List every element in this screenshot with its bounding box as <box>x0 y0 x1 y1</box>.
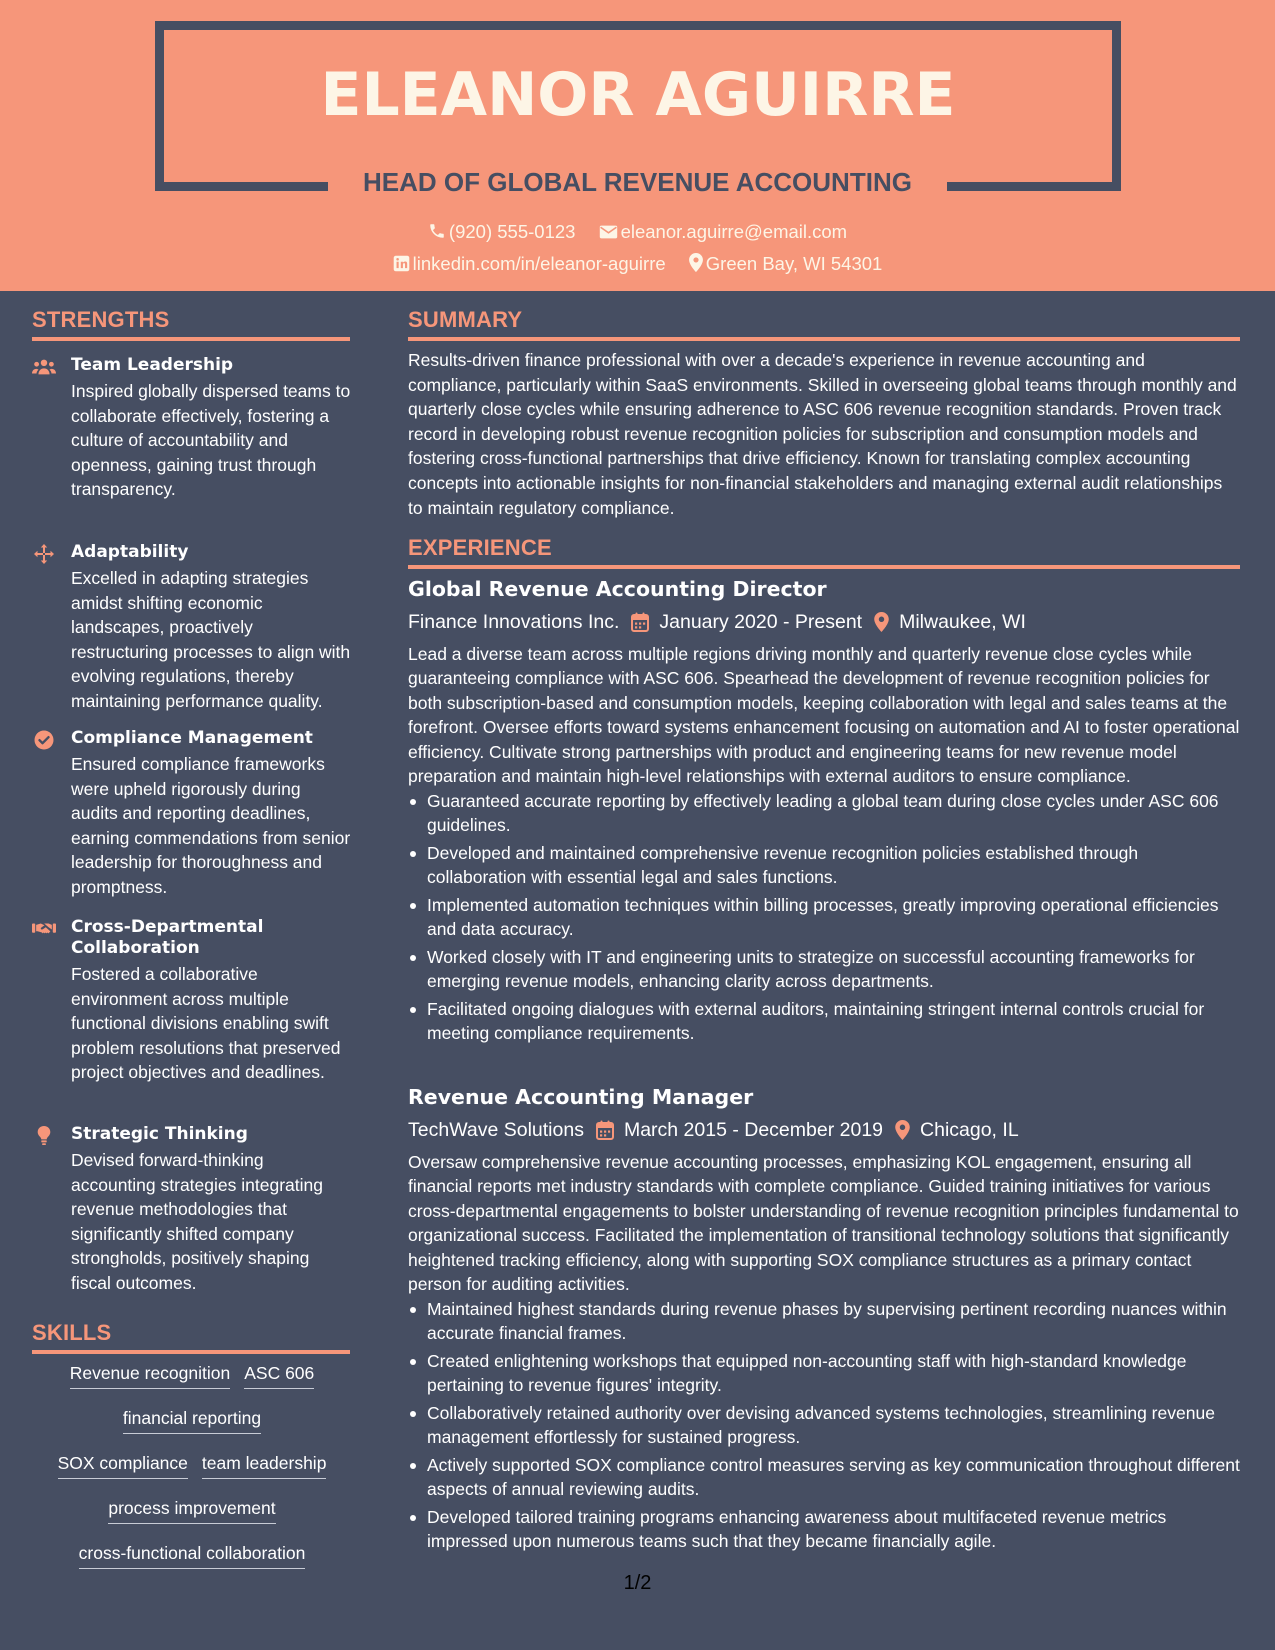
strength-title: Compliance Management <box>71 728 313 748</box>
job-description: Oversaw comprehensive revenue accounting processes, emphasizing KOL engagement, ensuring all financial reports met industry standards with complete compliance. Guided training initiatives for various cross-departmental engagements to bolster understanding of revenue recognition principles fundamental to organizational success. Facilitated the implementation of transitional technology solutions that significantly heightened tracking efficiency, along with supporting SOX compliance structures as a primary contact person for auditing activities. <box>408 1151 1239 1295</box>
page-number: 1/2 <box>623 1572 652 1594</box>
skill-tag: Revenue recognition <box>70 1360 231 1389</box>
strength-item <box>32 728 352 898</box>
job-dates: January 2020 - Present <box>659 610 863 633</box>
strength-description: Ensured compliance frameworks were upheld rigorously during audits and reporting deadlines, earning commendations from senior leadership for thoroughness and promptness. <box>71 754 351 897</box>
contact-row-2 <box>0 253 1275 275</box>
job-description: Lead a diverse team across multiple regions driving monthly and quarterly revenue close cycles while guaranteeing compliance with ASC 606. Spearhead the development of revenue recognition policies for both subscription-based and consumption models, keeping collaboration with legal and sales teams at the forefront. Oversee efforts toward systems enhancement focusing on automation and AI to foster operational efficiency. Cultivate strong partnerships with product and engineering teams for new revenue model preparation and maintain high-level relationships with external auditors to ensure compliance. <box>408 643 1240 787</box>
strengths-rule <box>32 337 350 341</box>
job-entry <box>408 1084 1240 1557</box>
job-bullet: Actively supported SOX compliance control measures serving as key communication throughout different aspects of annual reviewing audits. <box>408 1453 1240 1502</box>
skills-heading: SKILLS <box>32 1320 112 1345</box>
skill-tag: process improvement <box>108 1495 275 1524</box>
candidate-name: ELEANOR AGUIRRE <box>320 60 956 130</box>
job-meta <box>408 608 1240 635</box>
job-bullet: Developed tailored training programs enhancing awareness about multifaceted revenue metrics impressed upon numerous teams such that they became financially agile. <box>408 1505 1240 1554</box>
strength-description: Excelled in adapting strategies amidst shifting economic landscapes, proactively restructuring processes to align with evolving regulations, thereby maintaining performance quality. <box>71 568 351 711</box>
job-meta <box>408 1116 1240 1143</box>
strength-description: Inspired globally dispersed teams to collaborate effectively, fostering a culture of accountability and openness, gaining trust through transparency. <box>71 381 351 499</box>
skill-tag: cross-functional collaboration <box>79 1540 306 1569</box>
skill-tag: ASC 606 <box>244 1360 314 1389</box>
job-company: TechWave Solutions <box>408 1118 584 1141</box>
job-role: Global Revenue Accounting Director <box>408 577 827 601</box>
arrows-move-icon <box>32 544 56 564</box>
location-text: Green Bay, WI 54301 <box>705 253 883 274</box>
job-bullets <box>408 1297 1240 1554</box>
summary-heading: SUMMARY <box>408 307 523 332</box>
job-bullet: Implemented automation techniques within billing processes, greatly improving operational efficiencies and data accuracy. <box>408 893 1240 942</box>
experience-heading: EXPERIENCE <box>408 535 552 560</box>
lightbulb-icon <box>32 1126 56 1146</box>
skill-tag: team leadership <box>202 1450 327 1479</box>
skill-tag: SOX compliance <box>58 1450 188 1479</box>
phone-icon <box>428 222 446 240</box>
skills-row <box>32 1495 352 1540</box>
skills-row <box>32 1360 352 1405</box>
strength-title: Team Leadership <box>71 355 234 375</box>
job-location: Milwaukee, WI <box>899 610 1026 633</box>
phone-contact[interactable] <box>428 221 576 243</box>
phone-text: (920) 555-0123 <box>448 221 576 242</box>
job-bullet: Worked closely with IT and engineering units to strategize on successful accounting frameworks for emerging revenue models, enhancing clarity across departments. <box>408 945 1240 994</box>
job-bullet: Developed and maintained comprehensive revenue recognition policies established through collaboration with essential legal and sales functions. <box>408 841 1240 890</box>
job-bullets <box>408 789 1240 1046</box>
job-location: Chicago, IL <box>920 1118 1019 1141</box>
strength-title: Cross-Departmental Collaboration <box>71 917 264 958</box>
summary-rule <box>408 337 1240 341</box>
skills-row <box>32 1450 352 1495</box>
skills-list <box>32 1360 352 1585</box>
skills-row <box>32 1405 352 1450</box>
job-bullet: Maintained highest standards during revenue phases by supervising pertinent recording nuances within accurate financial frames. <box>408 1297 1240 1346</box>
strength-title: Adaptability <box>71 542 189 562</box>
linkedin-contact[interactable] <box>393 253 666 275</box>
candidate-title: HEAD OF GLOBAL REVENUE ACCOUNTING <box>363 167 912 197</box>
name-frame-bottom-left <box>155 182 328 191</box>
strength-item <box>32 917 352 1107</box>
map-marker-icon <box>689 253 703 272</box>
resume-header <box>0 0 1275 291</box>
job-bullet: Created enlightening workshops that equipped non-accounting staff with high-standard knowledge pertaining to revenue figures' integrity. <box>408 1349 1240 1398</box>
email-text: eleanor.aguirre@email.com <box>620 221 848 242</box>
calendar-icon <box>596 1120 614 1140</box>
job-role: Revenue Accounting Manager <box>408 1085 754 1109</box>
strength-description: Fostered a collaborative environment across multiple functional divisions enabling swift problem resolutions that preserved project objectives and deadlines. <box>71 964 341 1082</box>
skill-tag: financial reporting <box>123 1405 261 1434</box>
job-dates: March 2015 - December 2019 <box>623 1118 884 1141</box>
envelope-icon <box>599 224 618 240</box>
strength-item <box>32 542 352 712</box>
strength-description: Devised forward-thinking accounting strategies integrating revenue methodologies that significantly shifted company strongholds, positively shaping fiscal outcomes. <box>71 1150 323 1293</box>
users-icon <box>32 357 56 377</box>
strengths-heading: STRENGTHS <box>32 307 170 332</box>
strength-item <box>32 1124 352 1304</box>
check-circle-icon <box>32 730 56 750</box>
linkedin-icon <box>393 255 410 272</box>
job-bullet: Collaboratively retained authority over devising advanced systems technologies, streamlining revenue management effortlessly for sustained progress. <box>408 1401 1240 1450</box>
summary-text: Results-driven finance professional with over a decade's experience in revenue accounting and compliance, particularly within SaaS environments. Skilled in overseeing global teams through monthly and quarterly close cycles while ensuring adherence to ASC 606 revenue recognition standards. Proven track record in developing robust revenue recognition policies for subscription and consumption models and fostering cross-functional partnerships that drive efficiency. Known for translating complex accounting concepts into actionable insights for non-financial stakeholders and managing external audit relationships to maintain regulatory compliance. <box>408 350 1237 518</box>
skills-rule <box>32 1350 350 1354</box>
job-bullet: Facilitated ongoing dialogues with external auditors, maintaining stringent internal controls crucial for meeting compliance requirements. <box>408 997 1240 1046</box>
contact-row-1 <box>0 221 1275 243</box>
strength-item <box>32 355 352 525</box>
linkedin-text: linkedin.com/in/eleanor-aguirre <box>412 253 666 274</box>
handshake-icon <box>32 919 56 939</box>
map-marker-icon <box>895 1120 910 1140</box>
calendar-icon <box>631 612 649 632</box>
map-marker-icon <box>874 612 889 632</box>
job-company: Finance Innovations Inc. <box>408 610 620 633</box>
skills-row <box>32 1540 352 1585</box>
name-frame-bottom-right <box>947 182 1121 191</box>
job-bullet: Guaranteed accurate reporting by effectively leading a global team during close cycles under ASC 606 guidelines. <box>408 789 1240 838</box>
strength-title: Strategic Thinking <box>71 1124 248 1144</box>
job-entry <box>408 576 1240 1049</box>
email-contact[interactable] <box>599 221 848 243</box>
location-contact <box>689 253 883 275</box>
experience-rule <box>408 565 1240 569</box>
